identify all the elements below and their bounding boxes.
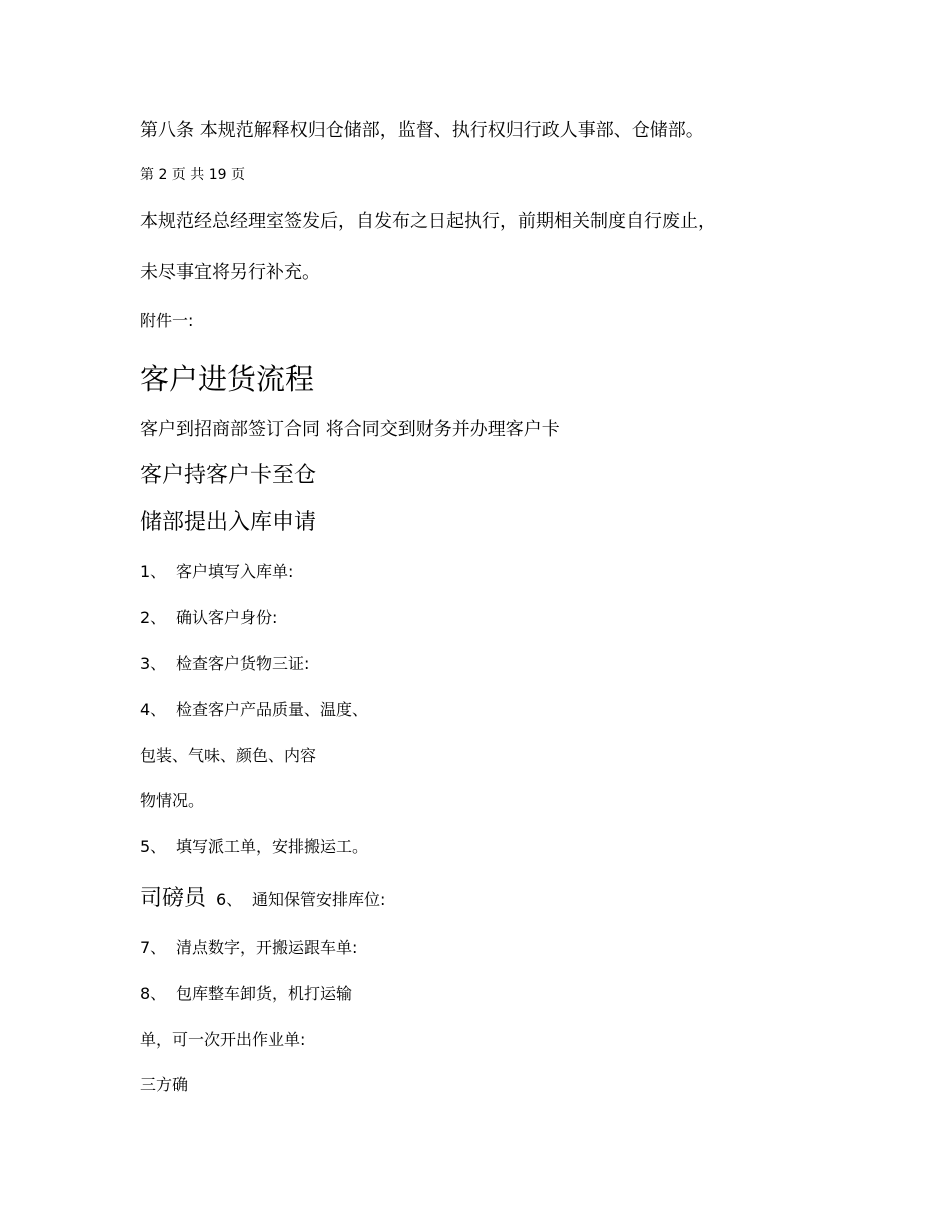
step-number: 5、 — [140, 837, 167, 856]
article-8-text: 第八条 本规范解释权归仓储部，监督、执行权归行政人事部、仓储部。 — [140, 120, 704, 141]
step-item — [140, 564, 293, 580]
attachment-label: 附件一: — [140, 311, 194, 330]
effective-text-line-1: 本规范经总经理室签发后，自发布之日起执行，前期相关制度自行废止， — [140, 211, 716, 232]
step-text: 检查客户产品质量、温度、 — [176, 700, 369, 719]
step-item — [140, 839, 368, 855]
weigher-label: 司磅员 — [140, 886, 207, 911]
step-item — [140, 986, 352, 1002]
step-number: 6、 通知保管安排库位: — [216, 890, 386, 909]
step-text: 检查客户货物三证: — [176, 654, 310, 673]
trailing-text: 三方确 — [140, 1075, 189, 1094]
effective-text-line-2: 未尽事宜将另行补充。 — [140, 262, 320, 283]
step-number: 7、 — [140, 938, 167, 957]
step-4-continuation-2: 物情况。 — [140, 791, 205, 810]
step-8-continuation: 单，可一次开出作业单: — [140, 1030, 306, 1049]
flow-title: 客户进货流程 — [140, 362, 315, 396]
step-number: 1、 — [140, 562, 167, 581]
page-indicator: 第 2 页 共 19 页 — [140, 167, 245, 183]
step-text: 清点数字，开搬运跟车单: — [176, 938, 358, 957]
step-number: 2、 — [140, 608, 167, 627]
step-text: 填写派工单，安排搬运工。 — [176, 837, 369, 856]
flow-subhead-1: 客户持客户卡至仓 — [140, 463, 317, 488]
step-text: 包库整车卸货，机打运输 — [176, 984, 353, 1003]
flow-subhead-2: 储部提出入库申请 — [140, 510, 317, 535]
step-item — [140, 702, 368, 718]
step-text: 确认客户身份: — [176, 608, 278, 627]
step-item — [140, 610, 277, 626]
step-text: 通知保管安排库位: — [252, 890, 386, 909]
step-4-continuation-1: 包装、气味、颜色、内容 — [140, 746, 317, 765]
weigher-line — [140, 888, 385, 910]
step-number: 4、 — [140, 700, 167, 719]
flow-intro: 客户到招商部签订合同 将合同交到财务并办理客户卡 — [140, 419, 560, 440]
step-text: 客户填写入库单: — [176, 562, 294, 581]
step-number: 8、 — [140, 984, 167, 1003]
step-number: 3、 — [140, 654, 167, 673]
step-item — [140, 940, 357, 956]
step-item — [140, 656, 309, 672]
